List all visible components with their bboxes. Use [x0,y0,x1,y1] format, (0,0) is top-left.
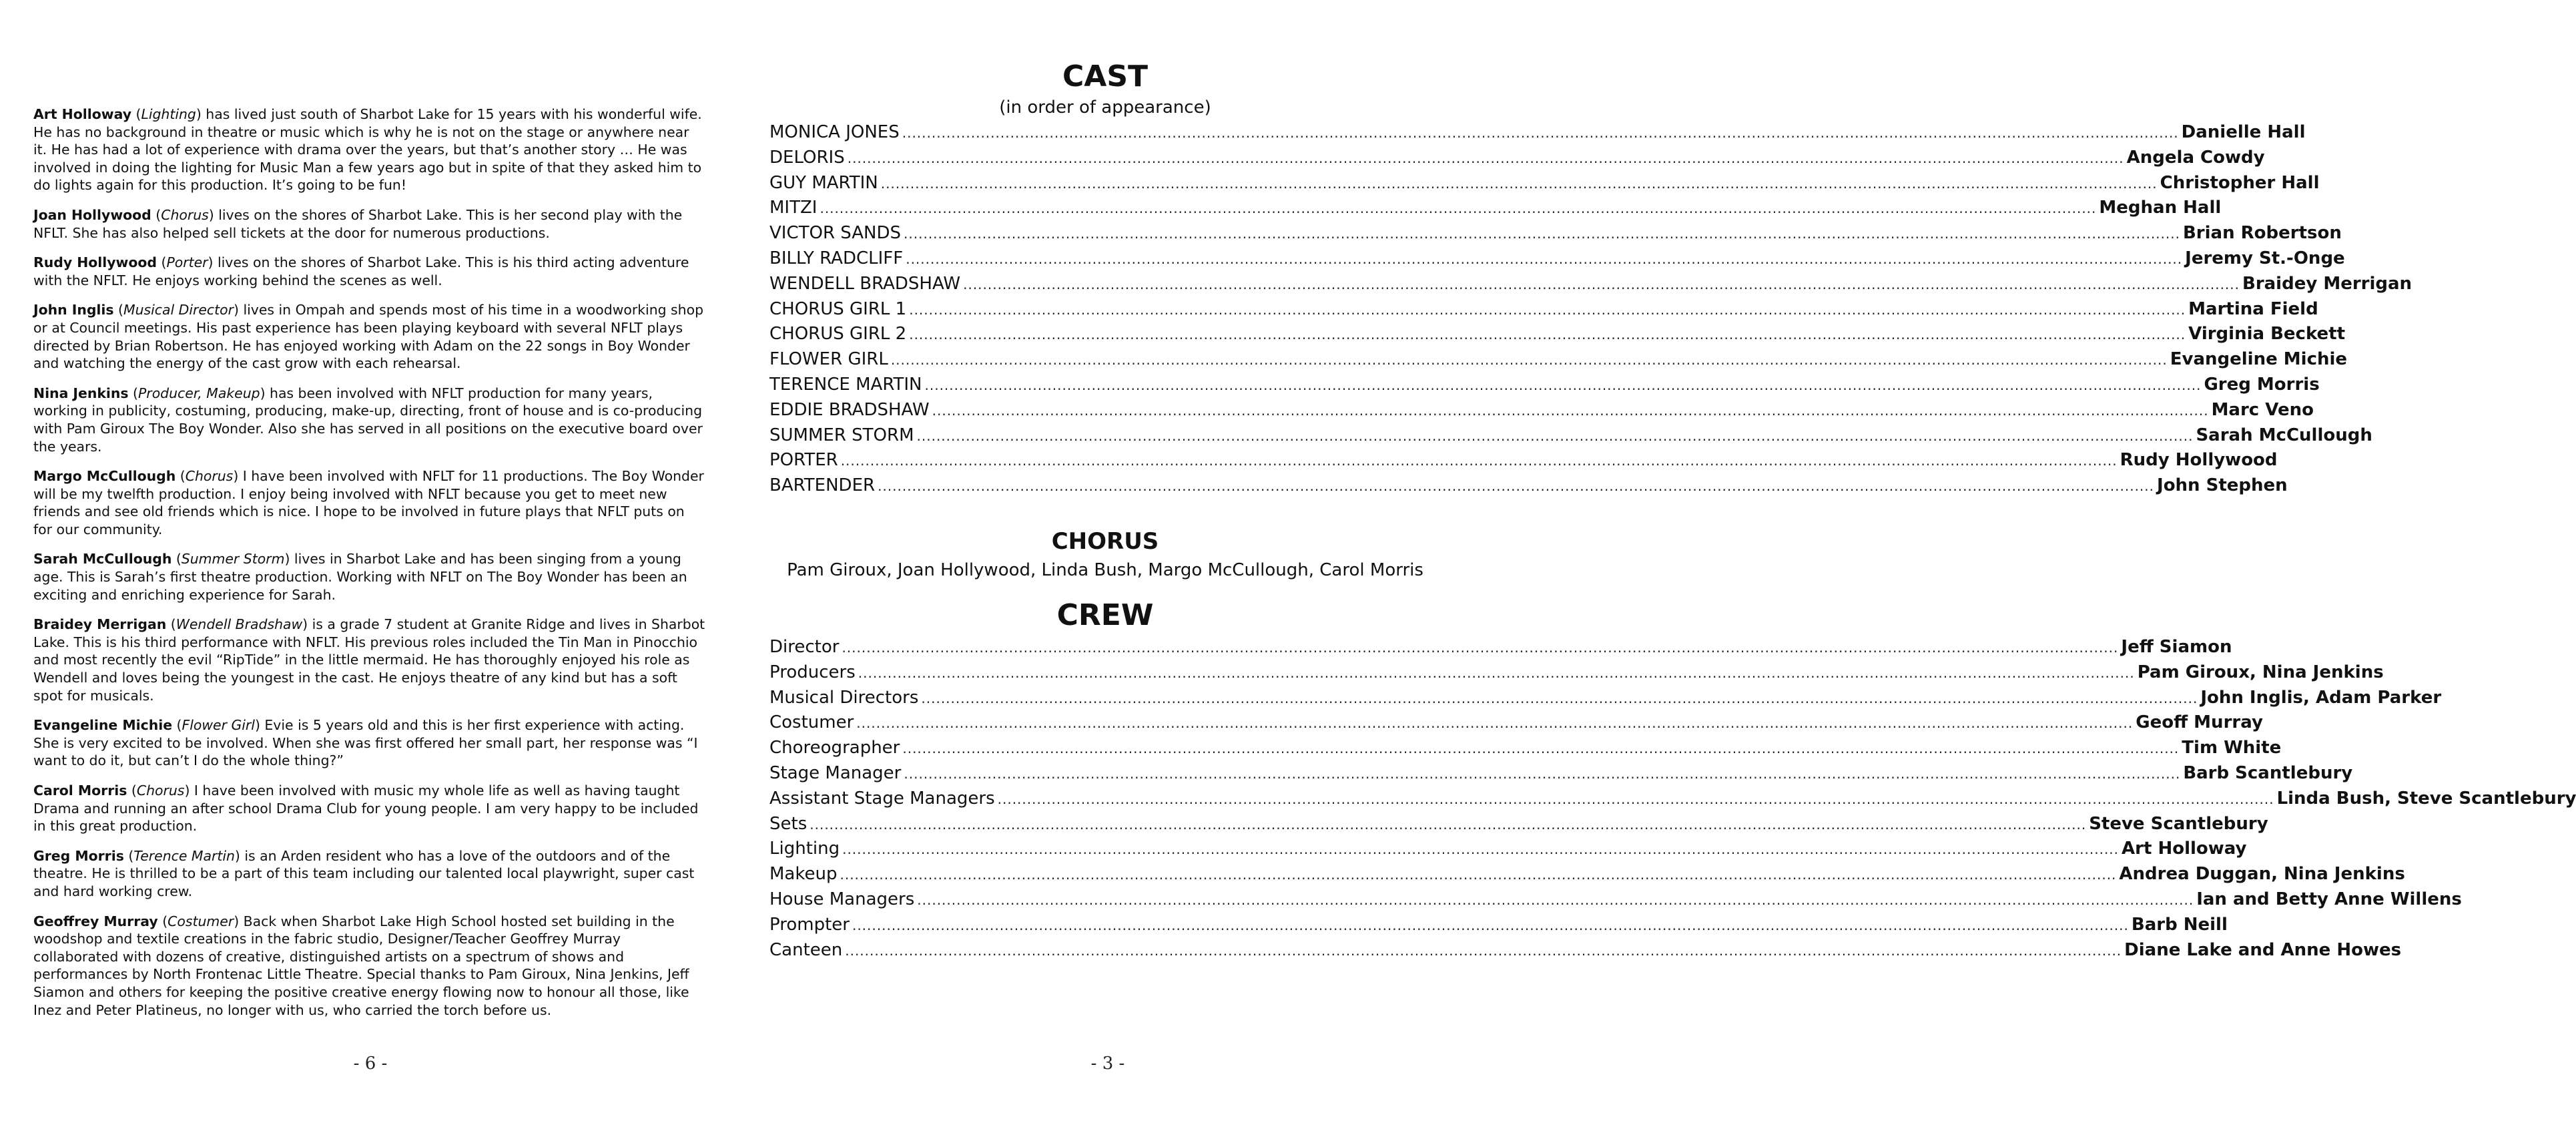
bio-name: John Inglis [33,302,114,318]
bio-role: Producer, Makeup [138,385,260,401]
bio-paragraph: Greg Morris (Terence Martin) is an Arden resident who has a love of the outdoors and of the theatre. He is thrilled to be a part of this team including our talented local playwright, super cast and hard working crew. [33,847,695,899]
chorus-title: CHORUS [1051,527,1159,555]
dot-leader: .................................................................................................................................................................................................................................................................... [909,326,2186,343]
bio-paragraph: Art Holloway (Lighting) has lived just south of Sharbot Lake for 15 years with his wonderful wife. He has no background in theatre or music which is why he is not on the stage or anywhere near it. He has had a lot of experience with drama over the years, but that’s another story … He was involved in doing the lighting for Music Man a few years ago but in spite of that they asked him to do lights again for this production. It’s going to be fun! [33,106,702,194]
cast-row-name: Braidey Merrigan [2242,273,2412,294]
cast-row-role: BARTENDER [769,475,876,496]
cast-row [769,272,2412,297]
cast-row-role: CHORUS GIRL 2 [769,324,907,345]
bio-text: ) is a grade 7 student at Granite Ridge and lives in Sharbot Lake. This is his third performance with NFLT. His previous roles included the Tin Man in Pinocchio and most recently the evil “RipTide” in the little mermaid. He has thoroughly enjoyed his role as Wendell and loves being the youngest in the cast. He enjoys theatre of any kind but has a soft spot for musicals. [33,616,705,704]
bio-role: Wendell Bradshaw [176,616,303,633]
crew-row-role: House Managers [769,889,915,909]
bio-role: Terence Martin [133,847,235,864]
crew-row-name: Tim White [2182,738,2282,758]
cast-row-role: CHORUS GIRL 1 [769,298,907,319]
bio-role: Musical Director [123,302,234,318]
crew-row [769,887,2462,913]
bio-paragraph: Nina Jenkins (Producer, Makeup) has been involved with NFLT production for many years, working in publicity, costuming, producing, make-up, directing, front of house and is co-producing with Pam Giroux The Boy Wonder. Also she has served in all positions on the executive board over the years. [33,385,703,455]
dot-leader: .................................................................................................................................................................................................................................................................... [997,790,2274,807]
cast-row [769,171,2320,196]
cast-row [769,373,2320,398]
bio-role: Lighting [141,106,196,122]
cast-row-name: Meghan Hall [2099,198,2222,218]
dot-leader: .................................................................................................................................................................................................................................................................... [921,690,2198,706]
cast-row [769,246,2345,272]
crew-row-role: Musical Directors [769,687,919,708]
crew-row-name: Jeff Siamon [2121,636,2232,657]
crew-row [769,812,2268,837]
bio-text: ) has lived just south of Sharbot Lake for 15 years with his wonderful wife. He has no background in theatre or music which is why he is not on the stage or anywhere near it. He has had a lot of experience with drama over the years, but that’s another story … He was involved in doing the lighting for Music Man a few years ago but in spite of that they asked him to do lights again for this production. It’s going to be fun! [33,106,702,194]
crew-row-role: Costumer [769,712,854,733]
cast-row-name: Evangeline Michie [2170,349,2348,370]
bio-role: Summer Storm [181,551,285,568]
bio-paragraph: Carol Morris (Chorus) I have been involved with music my whole life as well as having taught Drama and running an after school Drama Club for young people. I am very happy to be included in this great production. [33,782,699,835]
cast-row-name: Danielle Hall [2181,122,2306,142]
crew-row-name: Art Holloway [2122,839,2247,859]
cast-row [769,423,2372,449]
bio-name: Geoffrey Murray [33,913,158,929]
dot-leader: .................................................................................................................................................................................................................................................................... [852,917,2129,933]
dot-leader: .................................................................................................................................................................................................................................................................... [902,125,2179,141]
bio-paragraph: Geoffrey Murray (Costumer) Back when Sharbot Lake High School hosted set building in the woodshop and textile creations in the fabric studio, Designer/Teacher Geoffrey Murray collaborated with dozens of creative, distinguished artists on a spectrum of shows and performances by North Frontenac Little Theatre. Special thanks to Pam Giroux, Nina Jenkins, Jeff Siamon and others for keeping the positive creative energy flowing now to honour all those, like Inez and Peter Platineus, no longer with us, who carried the torch before us. [33,913,689,1018]
dot-leader: .................................................................................................................................................................................................................................................................... [810,816,2087,833]
crew-row [769,761,2353,786]
crew-title: CREW [1056,598,1154,632]
bio-paragraph: John Inglis (Musical Director) lives in Ompah and spends most of his time in a woodworking shop or at Council meetings. His past experience has been playing keyboard with several NFLT plays directed by Brian Robertson. He has enjoyed working with Adam on the 22 songs in Boy Wonder and watching the energy of the cast grow with each rehearsal. [33,302,704,372]
bio-role: Flower Girl [182,717,255,734]
crew-row-name: Ian and Betty Anne Willens [2196,889,2462,909]
dot-leader: .................................................................................................................................................................................................................................................................... [902,740,2180,757]
bio-name: Evangeline Michie [33,717,173,734]
crew-row-role: Assistant Stage Managers [769,788,995,809]
bio-role: Chorus [185,468,234,485]
cast-row [769,120,2306,146]
crew-row [769,736,2282,761]
dot-leader: .................................................................................................................................................................................................................................................................... [880,175,2158,192]
bio-paragraph: Rudy Hollywood (Porter) lives on the shores of Sharbot Lake. This is his third acting adventure with the NFLT. He enjoys working behind the scenes as well. [33,254,689,288]
cast-row-name: Sarah McCullough [2196,425,2372,445]
cast-row-name: Brian Robertson [2182,223,2342,244]
cast-row-name: John Stephen [2157,475,2288,496]
crew-row-role: Producers [769,662,856,682]
dot-leader: .................................................................................................................................................................................................................................................................... [890,352,2168,369]
cast-row-role: EDDIE BRADSHAW [769,399,930,420]
crew-row-name: Barb Scantlebury [2183,762,2353,783]
bios-list [33,105,706,1019]
cast-row [769,221,2342,246]
bio-name: Joan Hollywood [33,206,151,223]
bio-role: Chorus [136,782,185,799]
cast-row [769,347,2348,373]
bio-text: ) lives in Ompah and spends most of his time in a woodworking shop or at Council meetings. His past experience has been playing keyboard with several NFLT plays directed by Brian Robertson. He has enjoyed working with Adam on the 22 songs in Boy Wonder and watching the energy of the cast grow with each rehearsal. [33,302,704,372]
crew-row-name: Geoff Murray [2136,712,2263,733]
crew-row [769,862,2405,887]
dot-leader: .................................................................................................................................................................................................................................................................... [904,226,2180,242]
cast-row-name: Martina Field [2188,298,2318,319]
cast-row-role: BILLY RADCLIFF [769,248,904,268]
cast-row [769,473,2288,499]
cast-row [769,448,2278,473]
crew-row [769,913,2228,938]
cast-row-role: MITZI [769,198,818,218]
dot-leader: .................................................................................................................................................................................................................................................................... [878,478,2155,495]
cast-row-role: GUY MARTIN [769,172,878,193]
crew-row-name: John Inglis, Adam Parker [2200,687,2442,708]
crew-row-role: Stage Manager [769,762,902,783]
bio-paragraph: Evangeline Michie (Flower Girl) Evie is 5 years old and this is her first experience with acting. She is very excited to be involved. When she was first offered her small part, her response was “I want to do it, but can’t I do the whole thing?” [33,717,698,769]
crew-row-name: Pam Giroux, Nina Jenkins [2137,662,2384,682]
cast-row-role: MONICA JONES [769,122,900,142]
dot-leader: .................................................................................................................................................................................................................................................................... [840,453,2118,469]
cast-row [769,146,2265,171]
page-number-left: - 6 - [353,1054,388,1074]
crew-row [769,635,2232,660]
cast-row-role: DELORIS [769,147,845,168]
crew-row-role: Sets [769,813,808,834]
crew-row-name: Andrea Duggan, Nina Jenkins [2119,864,2405,885]
dot-leader: .................................................................................................................................................................................................................................................................... [924,377,2202,393]
cast-list [769,120,2412,499]
crew-row-name: Barb Neill [2131,914,2228,935]
dot-leader: .................................................................................................................................................................................................................................................................... [909,301,2186,318]
crew-row-role: Choreographer [769,738,900,758]
bio-text: ) lives on the shores of Sharbot Lake. This is her second play with the NFLT. She has also helped sell tickets at the door for numerous productions. [33,206,683,241]
bio-role: Costumer [168,913,234,929]
cast-row-role: TERENCE MARTIN [769,374,922,395]
crew-row [769,786,2576,812]
bio-role: Porter [166,254,208,271]
bio-name: Sarah McCullough [33,551,172,568]
crew-row-role: Prompter [769,914,850,935]
cast-row-name: Christopher Hall [2160,172,2320,193]
bio-text: ) lives in Sharbot Lake and has been singing from a young age. This is Sarah’s first theatre production. Working with NFLT on The Boy Wonder has been an exciting and enriching experience for Sarah. [33,551,687,603]
crew-row [769,686,2442,711]
bio-name: Braidey Merrigan [33,616,167,633]
bio-text: ) I have been involved with NFLT for 11 productions. The Boy Wonder will be my twelfth production. I enjoy being involved with NFLT because you get to meet new friends and see old friends which is nice. I hope to be involved in future plays that NFLT puts on for our community. [33,468,704,537]
dot-leader: .................................................................................................................................................................................................................................................................... [906,250,2183,267]
bio-name: Carol Morris [33,782,127,799]
crew-row-role: Lighting [769,839,840,859]
crew-row-name: Diane Lake and Anne Howes [2124,939,2402,960]
crew-row-role: Director [769,636,840,657]
crew-row [769,710,2263,736]
dot-leader: .................................................................................................................................................................................................................................................................... [840,867,2117,883]
dot-leader: .................................................................................................................................................................................................................................................................... [917,891,2194,908]
dot-leader: .................................................................................................................................................................................................................................................................... [842,841,2120,858]
bio-name: Art Holloway [33,106,132,122]
cast-subtitle: (in order of appearance) [999,97,1211,118]
bio-text: ) Back when Sharbot Lake High School hosted set building in the woodshop and textile creations in the fabric studio, Designer/Teacher Geoffrey Murray collaborated with dozens of creative, distinguished artists on a spectrum of shows and performances by North Frontenac Little Theatre. Special thanks to Pam Giroux, Nina Jenkins, Jeff Siamon and others for keeping the positive creative energy flowing now to honour all those, like Inez and Peter Platineus, no longer with us, who carried the torch before us. [33,913,689,1018]
cast-row [769,398,2314,423]
cast-row-role: WENDELL BRADSHAW [769,273,961,294]
dot-leader: .................................................................................................................................................................................................................................................................... [858,664,2135,681]
bio-name: Nina Jenkins [33,385,129,401]
dot-leader: .................................................................................................................................................................................................................................................................... [916,427,2194,444]
cast-row-role: FLOWER GIRL [769,349,888,370]
dot-leader: .................................................................................................................................................................................................................................................................... [856,715,2134,732]
dot-leader: .................................................................................................................................................................................................................................................................... [845,942,2122,959]
dot-leader: .................................................................................................................................................................................................................................................................... [820,200,2097,217]
bio-role: Chorus [161,206,209,223]
bio-name: Margo McCullough [33,468,176,485]
cast-row-role: PORTER [769,450,838,471]
crew-row [769,837,2247,862]
bio-text: ) Evie is 5 years old and this is her first experience with acting. She is very excited to be involved. When she was first offered her small part, her response was “I want to do it, but can’t I do the whole thing?” [33,717,698,769]
dot-leader: .................................................................................................................................................................................................................................................................... [847,150,2124,166]
dot-leader: .................................................................................................................................................................................................................................................................... [932,402,2209,419]
bio-text: ) I have been involved with music my whole life as well as having taught Drama and running an after school Drama Club for young people. I am very happy to be included in this great production. [33,782,699,835]
crew-row [769,938,2402,963]
cast-row-role: VICTOR SANDS [769,223,902,244]
bio-text: ) is an Arden resident who has a love of the outdoors and of the theatre. He is thrilled to be a part of this team including our talented local playwright, super cast and hard working crew. [33,847,695,899]
crew-row-role: Makeup [769,864,838,885]
crew-row-name: Linda Bush, Steve Scantlebury [2276,788,2576,809]
bio-text: ) has been involved with NFLT production for many years, working in publicity, costuming, producing, make-up, directing, front of house and is co-producing with Pam Giroux The Boy Wonder. Also she has served in all positions on the executive board over the years. [33,385,703,455]
cast-row-name: Angela Cowdy [2126,147,2265,168]
dot-leader: .................................................................................................................................................................................................................................................................... [963,276,2240,292]
cast-row-name: Virginia Beckett [2188,324,2346,345]
bio-name: Rudy Hollywood [33,254,157,271]
crew-list [769,635,2576,963]
cast-row-role: SUMMER STORM [769,425,914,445]
cast-title: CAST [1062,59,1149,93]
chorus-members: Pam Giroux, Joan Hollywood, Linda Bush, Margo McCullough, Carol Morris [787,559,1423,580]
bio-paragraph: Margo McCullough (Chorus) I have been involved with NFLT for 11 productions. The Boy Wonder will be my twelfth production. I enjoy being involved with NFLT because you get to meet new friends and see old friends which is nice. I hope to be involved in future plays that NFLT puts on for our community. [33,468,704,537]
cast-row [769,196,2222,221]
page-number-right: - 3 - [1090,1054,1125,1074]
cast-row [769,297,2318,322]
crew-row-name: Steve Scantlebury [2089,813,2268,834]
dot-leader: .................................................................................................................................................................................................................................................................... [842,639,2119,656]
bio-paragraph: Joan Hollywood (Chorus) lives on the shores of Sharbot Lake. This is her second play with the NFLT. She has also helped sell tickets at the door for numerous productions. [33,206,683,241]
crew-row-role: Canteen [769,939,843,960]
bio-name: Greg Morris [33,847,124,864]
bio-paragraph: Sarah McCullough (Summer Storm) lives in Sharbot Lake and has been singing from a young age. This is Sarah’s first theatre production. Working with NFLT on The Boy Wonder has been an exciting and enriching experience for Sarah. [33,551,687,603]
bio-text: ) lives on the shores of Sharbot Lake. This is his third acting adventure with the NFLT. He enjoys working behind the scenes as well. [33,254,689,288]
crew-row [769,660,2384,686]
bios-page [33,105,706,1031]
dot-leader: .................................................................................................................................................................................................................................................................... [904,765,2181,782]
cast-row-name: Greg Morris [2204,374,2320,395]
bio-paragraph: Braidey Merrigan (Wendell Bradshaw) is a grade 7 student at Granite Ridge and lives in Sharbot Lake. This is his third performance with NFLT. His previous roles included the Tin Man in Pinocchio and most recently the evil “RipTide” in the little mermaid. He has thoroughly enjoyed his role as Wendell and loves being the youngest in the cast. He enjoys theatre of any kind but has a soft spot for musicals. [33,616,705,704]
cast-row-name: Jeremy St.-Onge [2185,248,2345,268]
cast-row-name: Marc Veno [2211,399,2314,420]
cast-row-name: Rudy Hollywood [2120,450,2278,471]
cast-row [769,322,2346,347]
cast-crew-page [769,57,2576,963]
